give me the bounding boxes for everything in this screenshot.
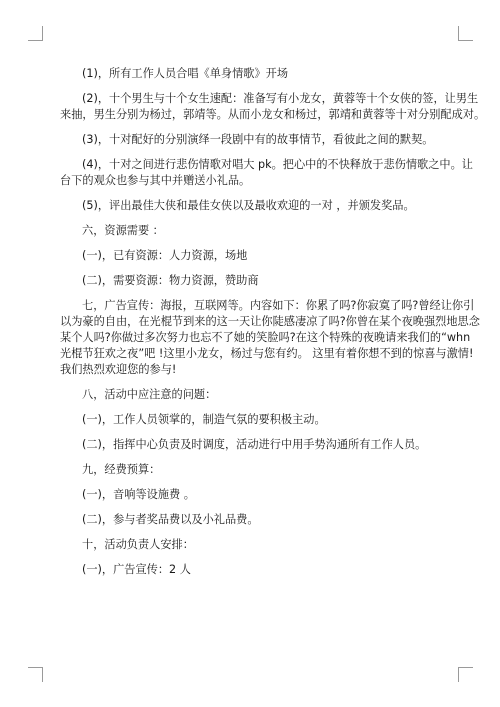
paragraph [60, 487, 440, 503]
paragraph [60, 66, 440, 82]
paragraph [60, 223, 440, 239]
paragraph-gap [60, 123, 440, 132]
text-line: 九，经费预算： [82, 463, 161, 476]
paragraph-gap [60, 553, 440, 562]
text-line: (一)，已有资源：人力资源，场地 [82, 249, 248, 262]
text-line: 八，活动中应注意的问题： [82, 388, 217, 401]
paragraph-gap [60, 239, 440, 248]
paragraph [60, 91, 486, 123]
text-line: (二)，指挥中心负责及时调度，活动进行中用手势沟通所有工作人员。 [82, 438, 427, 451]
text-line: (一)，音响等设施费 。 [82, 488, 195, 501]
paragraph [60, 387, 440, 403]
crop-mark-top-left [28, 26, 43, 41]
paragraph [60, 248, 440, 264]
crop-mark-bottom-right [458, 667, 473, 682]
text-line: 七，广告宣传：海报，互联网等。内容如下：你累了吗?你寂寞了吗?曾经让你引 [82, 299, 475, 312]
text-line: (二)，参与者奖品费以及小礼品费。 [82, 513, 259, 526]
text-line: 来抽，男生分别为杨过，郭靖等。从而小龙女和杨过，郭靖和黄蓉等十对分别配成对。 [60, 108, 486, 121]
paragraph [60, 298, 480, 378]
text-line: (1)，所有工作人员合唱《单身情歌》开场 [82, 67, 289, 80]
text-line: (二)，需要资源：物力资源，赞助商 [82, 274, 259, 287]
text-line: 某个人吗?你做过多次努力也忘不了她的笑脸吗?在这个特殊的夜晚请来我们的“whn [60, 331, 471, 344]
paragraph-gap [60, 378, 440, 387]
paragraph-gap [60, 189, 440, 198]
text-line: 台下的观众也参与其中并赠送小礼品。 [60, 174, 251, 187]
paragraph-gap [60, 428, 440, 437]
paragraph [60, 132, 440, 148]
text-line: (3)，十对配好的分别演绎一段剧中有的故事情节，看彼此之间的默契。 [82, 133, 434, 146]
paragraph [60, 512, 440, 528]
crop-mark-top-right [458, 26, 473, 41]
paragraph-gap [60, 528, 440, 537]
text-line: (2)，十个男生与十个女生速配：准备写有小龙女，黄蓉等十个女侠的签，让男生 [82, 92, 479, 105]
paragraph [60, 198, 440, 214]
text-line: 六，资源需要 ： [82, 224, 164, 237]
paragraph-gap [60, 148, 440, 157]
text-line: (一)，工作人员领掌的，制造气氛的要积极主动。 [82, 413, 326, 426]
text-line: 以为豪的自由，在光棍节到来的这一天让你陡感凄凉了吗?你曾在某个夜晚强烈地思念 [60, 315, 480, 328]
text-line: (一)，广告宣传：2 人 [82, 563, 191, 576]
text-line: 我们热烈欢迎您的参与! [60, 363, 177, 376]
document-body [60, 66, 486, 578]
paragraph-gap [60, 403, 440, 412]
paragraph [60, 462, 440, 478]
crop-mark-bottom-left [28, 667, 43, 682]
text-line: 十，活动负责人安排： [82, 538, 194, 551]
text-line: (4)，十对之间进行悲伤情歌对唱大 pk。把心中的不快释放于悲伤情歌之中。让 [82, 158, 473, 171]
paragraph-gap [60, 503, 440, 512]
paragraph [60, 412, 440, 428]
paragraph [60, 273, 440, 289]
paragraph-gap [60, 82, 440, 91]
paragraph-gap [60, 214, 440, 223]
paragraph [60, 437, 440, 453]
paragraph [60, 562, 440, 578]
paragraph-gap [60, 264, 440, 273]
text-line: 光棍节狂欢之夜”吧 !这里小龙女，杨过与您有约。 这里有着你想不到的惊喜与激情! [60, 347, 474, 360]
text-line: (5)，评出最佳大侠和最佳女侠以及最收欢迎的一对 ，并颁发奖品。 [82, 199, 415, 212]
paragraph-gap [60, 453, 440, 462]
paragraph [60, 537, 440, 553]
paragraph-gap [60, 478, 440, 487]
paragraph-gap [60, 289, 440, 298]
paragraph [60, 157, 473, 189]
